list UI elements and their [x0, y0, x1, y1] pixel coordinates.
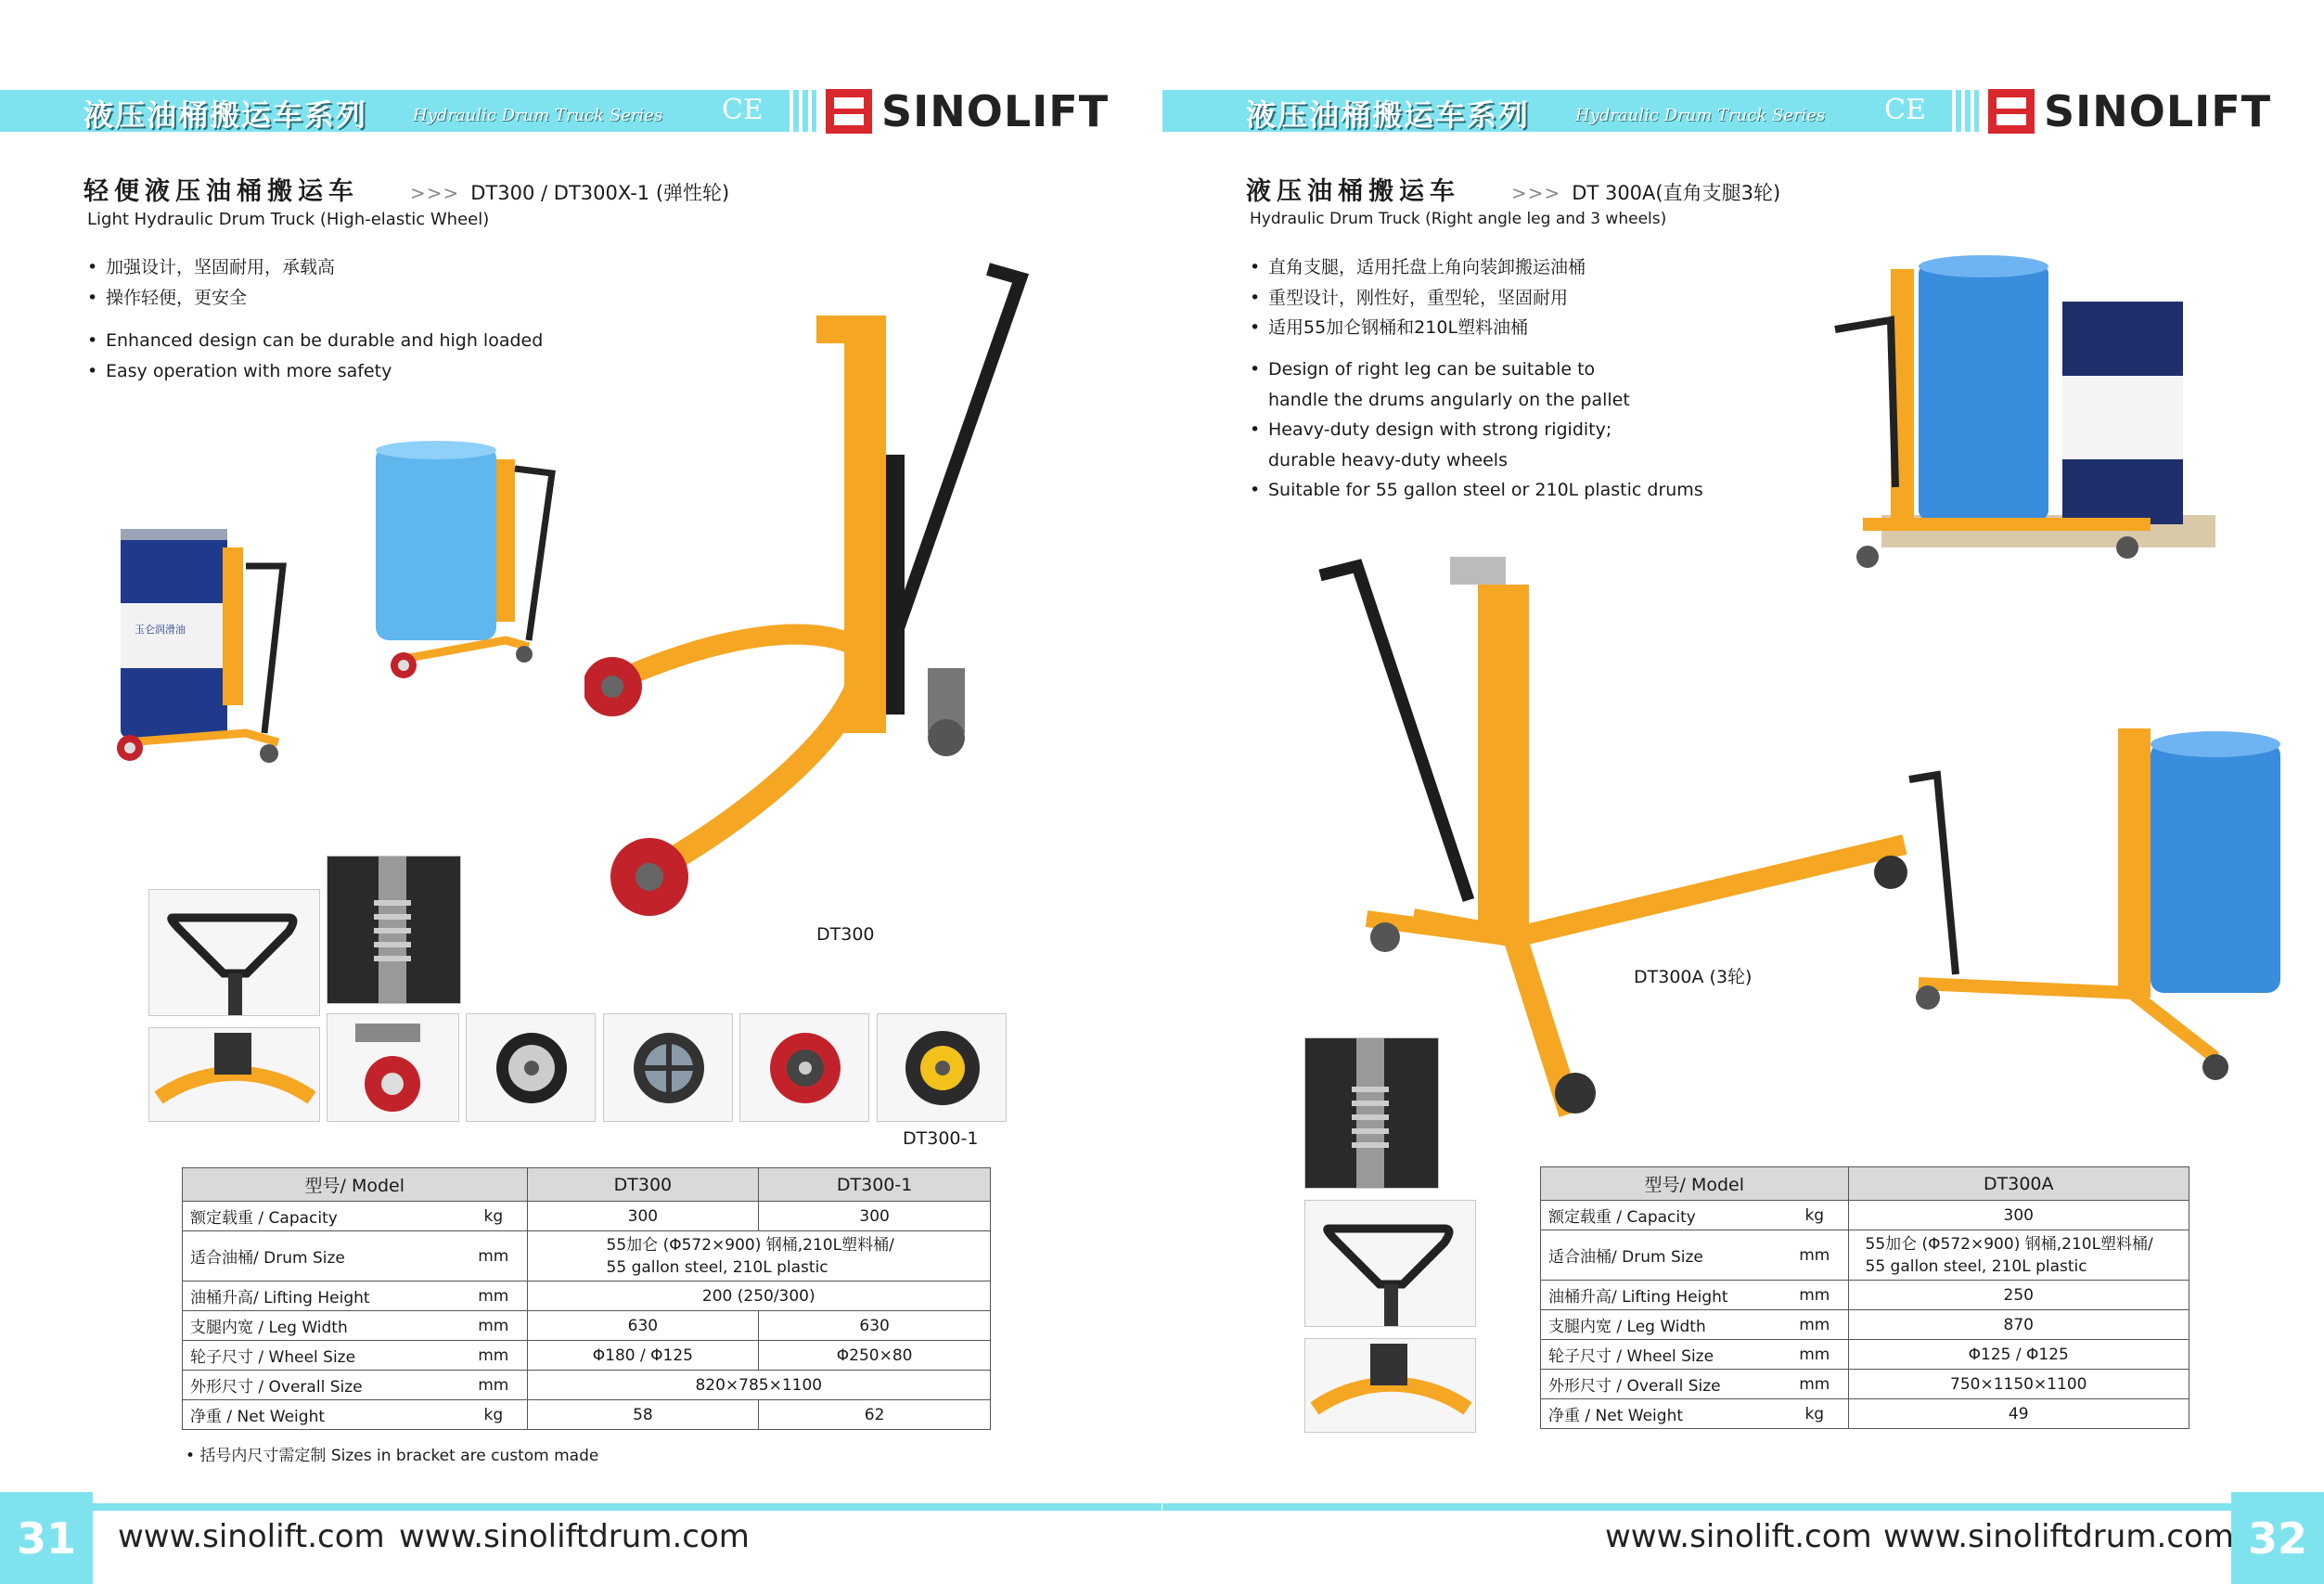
- dt300a-drum-photo: [1891, 696, 2285, 1086]
- features-en: [1246, 354, 1703, 506]
- drum-label: 玉仑润滑油: [135, 624, 186, 636]
- spec-table-right: [1540, 1166, 2189, 1429]
- banner-title-cn: 液压油桶搬运车系列: [83, 97, 368, 133]
- footer-url-sinolift[interactable]: www.sinolift.com: [1605, 1518, 1872, 1555]
- table-row: 净重 / Net Weight kg 58 62: [183, 1400, 991, 1430]
- feature-item: • 直角支腿，适用托盘上角向装卸搬运油桶: [1246, 252, 1586, 283]
- feature-item: • 操作轻便，更安全: [83, 283, 335, 314]
- thumb-spring: [1304, 1037, 1439, 1189]
- table-row: 轮子尺寸 / Wheel Size mm Φ125 / Φ125: [1541, 1340, 2189, 1370]
- truck-steel-drum-photo: [107, 520, 315, 770]
- truck-pallet-photo: [1826, 246, 2280, 580]
- features-en: [83, 326, 543, 386]
- sinolift-logo: [1988, 87, 2271, 135]
- table-row: 外形尺寸 / Overall Size mm 750×1150×1100: [1541, 1370, 2189, 1399]
- page-number: 32: [2231, 1492, 2324, 1584]
- feature-item: • Easy operation with more safety: [83, 356, 543, 387]
- table-row: 外形尺寸 / Overall Size mm 820×785×1100: [183, 1371, 991, 1400]
- header-model-col: DT300: [527, 1168, 759, 1202]
- banner-title-en: Hydraulic Drum Truck Series: [1575, 106, 1826, 125]
- product-title-cn: 轻便液压油桶搬运车: [83, 177, 359, 206]
- logo-icon: [826, 89, 872, 134]
- header-banner: [0, 90, 816, 132]
- header-model-col: DT300-1: [759, 1168, 991, 1202]
- thumb-base: [148, 1027, 320, 1122]
- footer-line: [1162, 1503, 2231, 1511]
- table-row: 适合油桶/ Drum Size mm 55加仑 (Φ572×900) 钢桶,210L塑料桶/ 55 gallon steel, 210L plastic: [1541, 1230, 2189, 1281]
- caption-dt300: DT300: [816, 924, 875, 945]
- thumb-base: [1304, 1338, 1476, 1433]
- caption-dt300a: DT300A (3轮): [1634, 967, 1753, 987]
- footer-url-sinoliftdrum[interactable]: www.sinoliftdrum.com: [399, 1518, 750, 1555]
- features-cn: [1246, 252, 1586, 343]
- ce-mark: CE: [1884, 94, 1926, 126]
- features-cn: [83, 252, 335, 313]
- logo-text: SINOLIFT: [881, 86, 1110, 136]
- product-model: DT 300A(直角支腿3轮): [1572, 182, 1781, 204]
- header-model: 型号/ Model: [1541, 1167, 1849, 1201]
- feature-item: • Suitable for 55 gallon steel or 210L plastic drums: [1246, 475, 1703, 506]
- feature-item: • Enhanced design can be durable and high loaded: [83, 326, 543, 356]
- product-title: [1246, 171, 1780, 207]
- thumb-handle: [1304, 1200, 1476, 1327]
- title-arrows: >>>: [1511, 182, 1561, 204]
- table-row: 轮子尺寸 / Wheel Size mm Φ180 / Φ125 Φ250×80: [183, 1341, 991, 1371]
- table-row: 支腿内宽 / Leg Width mm 630 630: [183, 1311, 991, 1341]
- table-row: 支腿内宽 / Leg Width mm 870: [1541, 1310, 2189, 1340]
- ce-mark: CE: [722, 94, 764, 126]
- banner-title-cn: 液压油桶搬运车系列: [1246, 97, 1531, 133]
- footer-line: [93, 1503, 1162, 1511]
- feature-item: • Design of right leg can be suitable to: [1246, 354, 1703, 385]
- product-title: [83, 171, 729, 207]
- header-model-col: DT300A: [1848, 1167, 2189, 1201]
- sinolift-logo: [826, 87, 1109, 135]
- thumb-spring: [327, 856, 461, 1004]
- feature-item: • 加强设计，坚固耐用，承载高: [83, 252, 335, 283]
- truck-plastic-drum-photo: [366, 431, 561, 691]
- thumb-handle: [148, 889, 320, 1016]
- page-right: [1162, 0, 2324, 1584]
- footnote: • 括号内尺寸需定制 Sizes in bracket are custom made: [186, 1447, 599, 1465]
- thumb-wheel-3: [739, 1013, 869, 1122]
- logo-text: SINOLIFT: [2044, 86, 2272, 136]
- thumb-wheel-4: [877, 1013, 1007, 1122]
- table-row: 净重 / Net Weight kg 49: [1541, 1399, 2189, 1429]
- banner-stripes: [1946, 90, 1979, 132]
- product-model: DT300 / DT300X-1 (弹性轮): [470, 182, 730, 204]
- page-number: 31: [0, 1492, 93, 1584]
- feature-item: handle the drums angularly on the pallet: [1268, 389, 1630, 410]
- feature-item: • 重型设计，刚性好，重型轮，坚固耐用: [1246, 283, 1586, 314]
- title-arrows: >>>: [410, 182, 460, 204]
- product-title-en: Light Hydraulic Drum Truck (High-elastic Wheel): [87, 210, 490, 229]
- table-header-row: [1541, 1167, 2189, 1201]
- product-title-cn: 液压油桶搬运车: [1246, 177, 1460, 206]
- footer-url-sinolift[interactable]: www.sinolift.com: [118, 1518, 385, 1555]
- header-model: 型号/ Model: [183, 1168, 528, 1202]
- dt300-main-photo: [584, 260, 1058, 942]
- logo-icon: [1988, 89, 2035, 134]
- banner-title-en: Hydraulic Drum Truck Series: [413, 106, 663, 125]
- footer-url-sinoliftdrum[interactable]: www.sinoliftdrum.com: [1883, 1518, 2234, 1555]
- thumb-wheel-2: [603, 1013, 733, 1122]
- table-row: 额定载重 / Capacity kg 300: [1541, 1201, 2189, 1230]
- thumb-wheel-1: [466, 1013, 596, 1122]
- feature-item: • Heavy-duty design with strong rigidity;: [1246, 415, 1703, 445]
- table-row: 油桶升高/ Lifting Height mm 250: [1541, 1281, 2189, 1310]
- banner-stripes: [784, 90, 816, 132]
- table-header-row: [183, 1168, 991, 1202]
- thumb-caster: [327, 1013, 459, 1122]
- feature-item: • 适用55加仑钢桶和210L塑料油桶: [1246, 313, 1586, 343]
- table-row: 油桶升高/ Lifting Height mm 200 (250/300): [183, 1281, 991, 1311]
- product-title-en: Hydraulic Drum Truck (Right angle leg and 3 wheels): [1250, 210, 1667, 228]
- header-banner: [1162, 90, 1979, 132]
- caption-dt300-1: DT300-1: [903, 1128, 979, 1149]
- spec-table-left: [182, 1167, 991, 1430]
- table-row: 适合油桶/ Drum Size mm 55加仑 (Φ572×900) 钢桶,210L塑料桶/ 55 gallon steel, 210L plastic: [183, 1231, 991, 1281]
- feature-item: durable heavy-duty wheels: [1268, 449, 1508, 470]
- table-row: 额定载重 / Capacity kg 300 300: [183, 1202, 991, 1231]
